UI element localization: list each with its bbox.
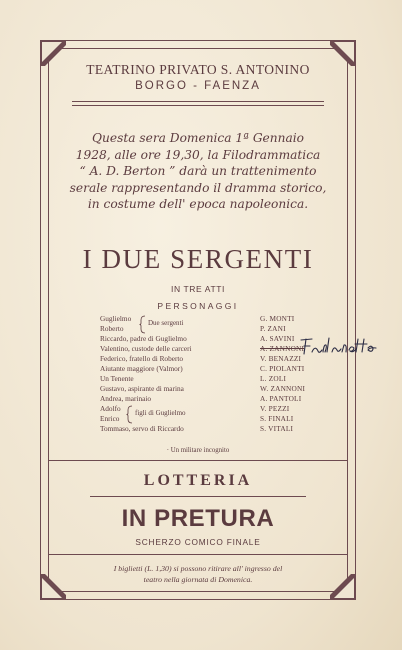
brace-label-sergenti: Due sergenti bbox=[148, 319, 184, 327]
cast-role: Un Tenente bbox=[100, 374, 134, 383]
cast-actor: V. BENAZZI bbox=[260, 354, 302, 363]
play-acts: IN TRE ATTI bbox=[171, 284, 225, 294]
lottery-heading: LOTTERIA bbox=[143, 472, 253, 489]
cast-role: Andrea, marinaio bbox=[100, 394, 152, 403]
lottery-underline bbox=[90, 496, 306, 497]
cast-role: Enrico bbox=[100, 414, 120, 423]
cast-actor: G. MONTI bbox=[260, 314, 295, 323]
cast-role: Tommaso, servo di Riccardo bbox=[100, 424, 184, 433]
cast-actor: V. PEZZI bbox=[260, 404, 290, 413]
ticket-info-line: teatro nella giornata di Domenica. bbox=[143, 575, 253, 584]
announcement-text bbox=[62, 130, 334, 213]
brace-figli-icon bbox=[126, 405, 134, 424]
announcement-line: in costume dell' epoca napoleonica. bbox=[87, 197, 309, 212]
cast-role: Gustavo, aspirante di marina bbox=[100, 384, 184, 393]
cast-role: Guglielmo bbox=[100, 314, 132, 323]
cast-actor: A. SAVINI bbox=[260, 334, 295, 343]
theatre-name: TEATRINO PRIVATO S. ANTONINO bbox=[86, 62, 310, 77]
farce-title: IN PRETURA bbox=[121, 505, 275, 532]
section-divider bbox=[48, 554, 348, 555]
header-rule-top bbox=[72, 101, 324, 102]
cast-actor: C. PIOLANTI bbox=[260, 364, 305, 373]
cast-actor: A. PANTOLI bbox=[260, 394, 302, 403]
cast-heading: PERSONAGGI bbox=[157, 301, 239, 311]
cast-role: Roberto bbox=[100, 324, 124, 333]
farce-subtitle: SCHERZO COMICO FINALE bbox=[135, 537, 261, 547]
cast-actor: S. VITALI bbox=[260, 424, 294, 433]
section-divider bbox=[48, 460, 348, 461]
announcement-line: “ A. D. Berton ” darà un trattenimento bbox=[79, 164, 317, 179]
announcement-line: Questa sera Domenica 1ª Gennaio bbox=[92, 131, 304, 145]
cast-actor: S. FINALI bbox=[260, 414, 294, 423]
ticket-info bbox=[62, 563, 334, 585]
cast-role: Adolfo bbox=[100, 404, 121, 413]
handwritten-signature bbox=[298, 336, 382, 358]
cast-actor: P. ZANI bbox=[260, 324, 286, 333]
announcement-line: 1928, alle ore 19,30, la Filodrammatica bbox=[75, 147, 321, 162]
brace-sergenti-icon bbox=[139, 315, 147, 334]
play-title: I DUE SERGENTI bbox=[82, 244, 314, 274]
brace-label-figli: figli di Guglielmo bbox=[135, 409, 186, 417]
extra-cast-note: · Un militare incognito bbox=[166, 447, 230, 454]
cast-actor: L. ZOLI bbox=[260, 374, 287, 383]
ticket-info-line: I biglietti (L. 1,30) si possono ritirare all' ingresso del bbox=[113, 564, 283, 573]
announcement-line: serale rappresentando il dramma storico, bbox=[69, 180, 327, 195]
venue-location: BORGO - FAENZA bbox=[135, 80, 261, 92]
cast-actor-struck: A. ZANNONI bbox=[260, 344, 305, 353]
cast-actor: W. ZANNONI bbox=[260, 384, 306, 393]
cast-role: Federico, fratello di Roberto bbox=[100, 354, 184, 363]
header-rule-bottom bbox=[72, 105, 324, 106]
cast-role: Riccardo, padre di Guglielmo bbox=[100, 334, 187, 343]
cast-role: Aiutante maggiore (Valmor) bbox=[100, 364, 183, 373]
cast-role: Valentino, custode delle carceri bbox=[100, 344, 192, 353]
